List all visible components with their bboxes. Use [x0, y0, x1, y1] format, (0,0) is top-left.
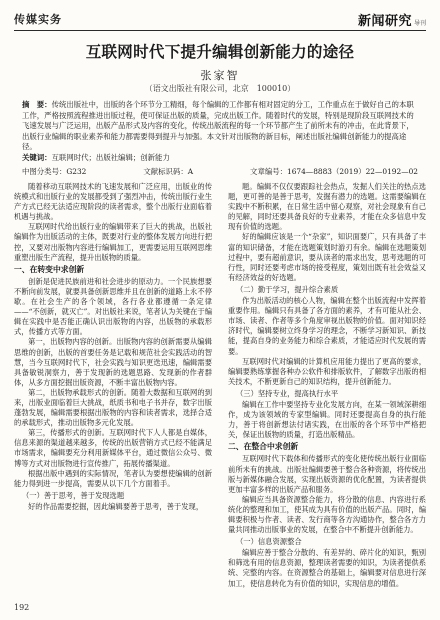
subsection-heading: （三）坚持专业，提高执行水平	[236, 388, 339, 398]
keywords-text: 互联网时代；出版社编辑；创新能力	[51, 152, 170, 162]
page-header	[14, 8, 426, 31]
body-paragraph: 创新是促进民族前进和社会进步的原动力。一个民族想要不断向前发展，就要具备创新思维并且在创新的道路上永不停歇。在社会生产的各个领域，各行各业都遵循一条定律——“不创新，就灭亡”。对出版社来说，笔者认为关键在于编辑在实践中是否能正确认识出版物的内容，出版物的承载形式，传播方式等方面。	[14, 276, 212, 337]
abstract-text: 传统出版社中，出版的各个环节分工精细，每个编辑的工作都有相对固定的分工，工作重点在于做好自己的本职工作，严格按照流程推进出版过程，使可保证出版的质量，完成出版工作。随着时代的发展，特别是现阶段互联网技术的飞速发展与广泛运用，出版产品形式及内容的变化，传统出版流程的每一个环节都产生了前所未有的冲击，在此背景下，出版行业编辑的职业素养和能力都需要得到提升与加强。本文针对出版物的新目标，阐述出版社编辑创新能力的提高途径。	[22, 100, 414, 152]
body-paragraph: 第三，传播形式的创新。互联网时代下人人都是自媒体，信息来源的渠道越来越多，传统的出版营销方式已经不能满足市场需求，编辑要充分利用新媒体平台，通过微信公众号、微博等方式对出版物进行宣传推广，拓展传播渠道。	[14, 428, 212, 468]
article-number: 文章编号：1674—8883（2019）22—0192—02	[250, 167, 418, 176]
keywords-label: 关键词：	[22, 152, 52, 162]
body-paragraph: 好的作品需要挖掘，因此编辑要善于思考，善于发现，	[28, 501, 204, 511]
subsection-heading: （一）善于思考，善于发现选题	[22, 490, 125, 500]
abstract-block	[22, 100, 418, 164]
body-paragraph: 作为出版活动的核心人物，编辑在整个出版流程中发挥着重要作用。编辑只有具备了各方面的素养，才有可能从社会、市场、读者、作者等多个角度审视出版物的价值。面对知识经济时代，编辑要树立终身学习的理念，不断学习新知识、新技能，提高自身的业务能力和综合素质，才能适应时代发展的需要。	[228, 296, 426, 356]
classification-row	[22, 166, 418, 177]
document-code: 文献标识码：A	[143, 167, 194, 176]
clc-number: 中图分类号：G232	[22, 167, 87, 176]
article-author: 张家智	[200, 69, 240, 82]
journal-logo	[358, 10, 426, 29]
body-paragraph: 第二，出版物承载形式的创新。随着大数据和互联网的到来，出版业面临着巨大挑战，纸质书和电子书并存，数字出版蓬勃发展，编辑需要根据出版物的内容和读者需求，选择合适的承载形式，推动出版物多元化发展。	[14, 387, 212, 428]
journal-logo-sub: 导刊	[413, 19, 426, 27]
body-paragraph: 编辑在工作中要坚持专业化发展方向，在某一领域深耕细作，成为该领域的专家型编辑。同时还要提高自身的执行能力，善于将创新想法付诸实践，在出版的各个环节中严格把关，保证出版物的质量，打造出版精品。	[228, 399, 426, 440]
subsection-heading: （二）勤于学习，提升综合素质	[236, 284, 339, 294]
body-paragraph: 好的编辑应该是一个“杂家”，知识面要广，只有具备了丰富的知识储备，才能在选题策划时游刃有余。编辑在选题策划过程中，要有超前意识，要从读者的需求出发，思考选题的可行性，同时还要考虑市场的接受程度，策划出既有社会效益又有经济效益的好选题。	[228, 232, 426, 282]
body-paragraph: 互联网时代给出版行业的编辑带来了巨大的挑战，出版社编辑作为出版活动的主体，既要对行业的整体发展方向进行把控，又要对出版物内容进行编辑加工，更需要运用互联网思维重塑出版生产流程，提升出版物的质量。	[14, 222, 212, 262]
right-column	[228, 182, 426, 589]
left-column	[14, 182, 212, 512]
journal-logo-main: 新闻研究	[357, 13, 412, 29]
body-paragraph: 随着移动互联网技术的飞速发展和广泛应用，出版业的传统模式和出版行业的发展都受到了强烈冲击，传统出版行业生产方式已经无法适应现阶段的读者需求，整个出版行业面临着机遇与挑战。	[14, 182, 212, 222]
author-affiliation: （语文出版社有限公司，北京 100010）	[144, 84, 296, 93]
abstract	[22, 100, 418, 153]
keywords	[22, 153, 418, 164]
section-tag: 传媒实务	[14, 13, 62, 26]
body-paragraph: 编辑应善于整合分散的、有差异的、碎片化的知识，甄别和筛选有用的信息资源，整理读者需要的知识，为读者提供系统、完整的内容。在资源整合的基础上，编辑要对信息进行深加工，使信息转化为有价值的知识，实现信息的增值。	[228, 548, 426, 588]
body-paragraph: 第一，出版物内容的创新。出版物内容的创新需要从编辑思维的创新，出版的首要任务是记载和规范社会实践活动的智慧，当今互联网时代下，社会实践与知识更迭迅速，编辑需要具备敏锐洞察力，善于发现新的选题思路、发现新的作者群体，从多方面挖掘出版资源，不断丰富出版物内容。	[14, 337, 212, 387]
section-heading: 一、在转变中求创新	[14, 264, 85, 274]
body-paragraph: 根据出版中遇到的实际情况，笔者认为要想使编辑的创新能力得到进一步提高，需要从以下几个方面着手。	[14, 468, 212, 488]
body-paragraph: 编辑应当具备资源整合能力，将分散的信息、内容进行系统化的整理和加工，使其成为具有价值的出版产品。同时，编辑要积极与作者、读者、发行商等各方沟通协作，整合各方力量共同推动出版事业的发展，在整合中不断提升创新能力。	[228, 494, 426, 535]
abstract-label: 摘 要：	[22, 100, 52, 109]
section-heading: 二、在整合中求创新	[228, 442, 299, 452]
body-paragraph: 互联网时代对编辑的计算机应用能力提出了更高的要求，编辑要熟练掌握各种办公软件和排版软件，了解数字出版的相关技术，不断更新自己的知识结构，提升创新能力。	[228, 356, 426, 386]
body-paragraph: 题。编辑不仅仅要跟踪社会热点，发掘人们关注的热点选题，更可善的是善于思考，发掘有潜力的选题。这需要编辑在实践中不断积累，在日常生活中留心观察，对社会现象有自己的见解，同时还要具备良好的专业素养，才能在众多信息中发现有价值的选题。	[228, 182, 426, 232]
article-title: 互联网时代下提升编辑创新能力的途径	[85, 43, 355, 61]
body-paragraph: 互联网时代下载体和传播形式的变化使传统出版行业面临前所未有的挑战。出版社编辑要善于整合各种资源，将传统出版与新媒体融合发展，实现出版资源的优化配置，为读者提供更加丰富多样的出版产品和服务。	[228, 454, 426, 494]
page-number: 192	[14, 603, 30, 612]
subsection-heading: （一）信息资源整合	[236, 537, 302, 547]
